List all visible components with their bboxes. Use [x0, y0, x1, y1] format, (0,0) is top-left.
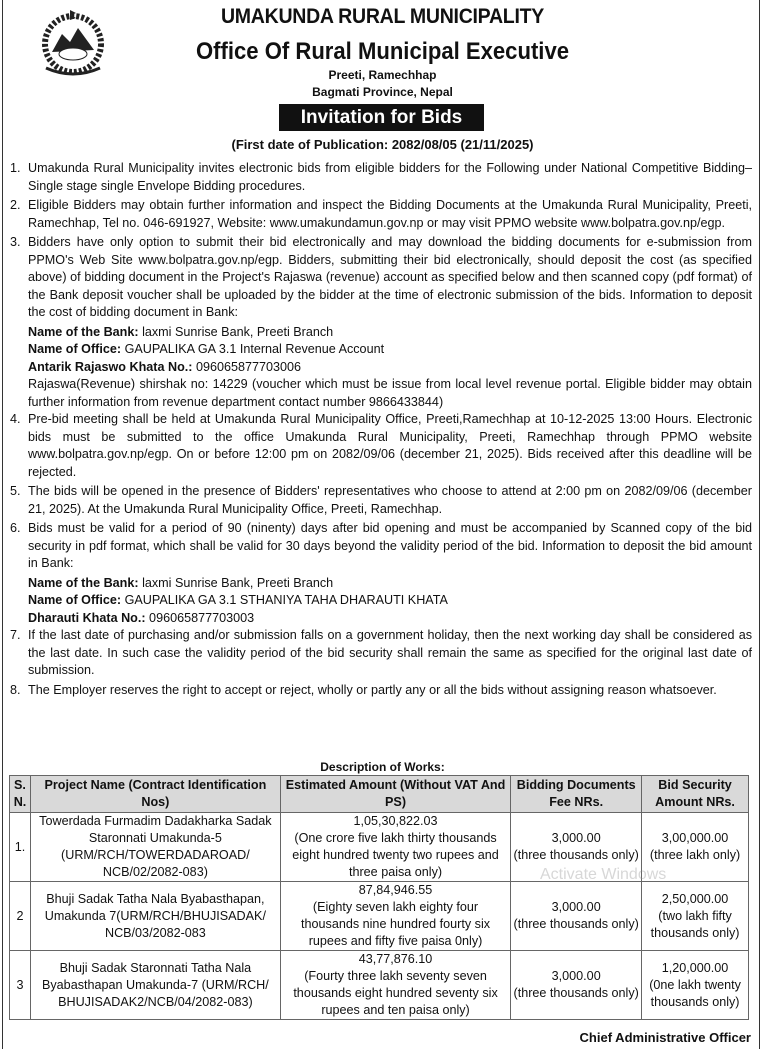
office-name: Office Of Rural Municipal Executive: [195, 38, 570, 65]
list-item: 3. Bidders have only option to submit their bid electronically and may download the bidding documents for e-submission from PPMO's Web Site www.bolpatra.gov.np/egp. Bidders, submitting their bid electronically, should deposit the cost (as specified above) of bidding document in the Project's Rajaswa (revenue) account as specified below and then scanned copy (pdf format) of the Bank deposit voucher shall be uploaded by the bidder at the time of electronic submission of the bids. Information to deposit the cost of bidding document in Bank:: [10, 235, 752, 319]
signature-title: Chief Administrative Officer: [579, 1030, 751, 1045]
list-item: 2. Eligible Bidders may obtain further information and inspect the Bidding Documents at the Umakunda Rural Municipality, Preeti, Ramechhap, Tel no. 046-691927, Website: www.umakundamun.gov.np or may visit PPMO website www.bolpatra.gov.np/egp.: [10, 198, 752, 230]
publication-date: (First date of Publication: 2082/08/05 (21/11/2025): [231, 137, 534, 152]
list-item: 5. The bids will be opened in the presence of Bidders' representatives who choose to attend at 2:00 pm on 2082/09/06 (december 21, 2025). At the Umakunda Rural Municipality Office, Preeti, Ramechhap.: [10, 484, 752, 516]
table-row: 2 Bhuji Sadak Tatha Nala Byabasthapan, Umakunda 7(URM/RCH/BHUJISADAK/ NCB/03/2082-083 87,84,946.55 (Eighty seven lakh eighty four thousands nine hundred fourty six rupees and fifty five paisa 0nly) 3,000.00 (three thousands only) 2,50,000.00 (two lakh fifty thousands only): [10, 882, 749, 951]
header-fee: Bidding Documents Fee NRs.: [511, 776, 642, 813]
watermark-text: Activate Windows: [540, 866, 667, 883]
invitation-banner: Invitation for Bids: [279, 104, 484, 131]
list-item: 4. Pre-bid meeting shall be held at Umakunda Rural Municipality Office, Preeti,Ramechhap at 10-12-2025 13:00 Hours. Electronic bids must be submitted to the office Umakunda Rural Municipality, Preeti, Ramechhap through PPMO website www.bolpatra.gov.np/egp. On or before 12:00 pm on 2082/09/06 (december 21, 2025). Bids received after this deadline will be rejected.: [10, 412, 752, 479]
header-security: Bid Security Amount NRs.: [642, 776, 749, 813]
table-row: 3 Bhuji Sadak Staronnati Tatha Nala Byabasthapan Umakunda-7 (URM/RCH/ BHUJISADAK2/NCB/04/2082-083) 43,77,876.10 (Fourty three lakh seventy seven thousands eight hundred seventy six rupees and ten paisa only) 3,000.00 (three thousands only) 1,20,000.00 (0ne lakh twenty thousands only): [10, 951, 749, 1020]
description-of-works-title: Description of Works:: [320, 760, 445, 774]
list-item: 1. Umakunda Rural Municipality invites electronic bids from eligible bidders for the Following under National Competitive Bidding–Single stage single Envelope Bidding procedures.: [10, 161, 752, 193]
table-header-row: [10, 776, 749, 813]
province: Bagmati Province, Nepal: [312, 85, 453, 99]
list-item: 7. If the last date of purchasing and/or submission falls on a government holiday, then the next working day shall be considered as the last date. In such case the validity period of the bid security shall remain the same as specified for the original last date of submission.: [10, 628, 752, 677]
table-row: 1. Towerdada Furmadim Dadakharka Sadak Staronnati Umakunda-5 (URM/RCH/TOWERDADAROAD/ NCB/02/2082-083) 1,05,30,822.03 (One crore five lakh thirty thousands eight hundred twenty two rupees and three paisa only) 3,000.00 (three thousands only) 3,00,000.00 (three lakh only): [10, 813, 749, 882]
header-project: Project Name (Contract Identification Nos): [30, 776, 280, 813]
list-item: 6. Bids must be valid for a period of 90 (ninenty) days after bid opening and must be accompanied by Scanned copy of the bid security in pdf format, which shall be valid for 30 days beyond the validity period of the bid. Information to deposit the bid amount in Bank:: [10, 521, 752, 570]
header-sn: S. N.: [10, 776, 31, 813]
list-item: 8. The Employer reserves the right to accept or reject, wholly or partly any or all the bids without assigning reason whatsoever.: [10, 682, 717, 697]
header-amount: Estimated Amount (Without VAT And PS): [280, 776, 511, 813]
dharauti-bank-info: Name of the Bank: laxmi Sunrise Bank, Preeti Branch Name of Office: GAUPALIKA GA 3.1 STHANIYA TAHA DHARAUTI KHATA Dharauti Khata No.: 096065877703003: [28, 575, 448, 625]
municipality-name: UMAKUNDA RURAL MUNICIPALITY: [220, 5, 545, 28]
works-table: [9, 775, 749, 1020]
location: Preeti, Ramechhap: [328, 68, 437, 82]
notice-items: [10, 160, 752, 701]
rajaswa-bank-info: Name of the Bank: laxmi Sunrise Bank, Preeti Branch Name of Office: GAUPALIKA GA 3.1 Internal Revenue Account Antarik Rajaswo Khata No.: 096065877703006 Rajaswa(Revenue) shirshak no: 14229 (voucher which must be issue from local level revenue portal. Eligible bidder may obtain further information from revenue department contact number 9866433844): [28, 324, 752, 409]
